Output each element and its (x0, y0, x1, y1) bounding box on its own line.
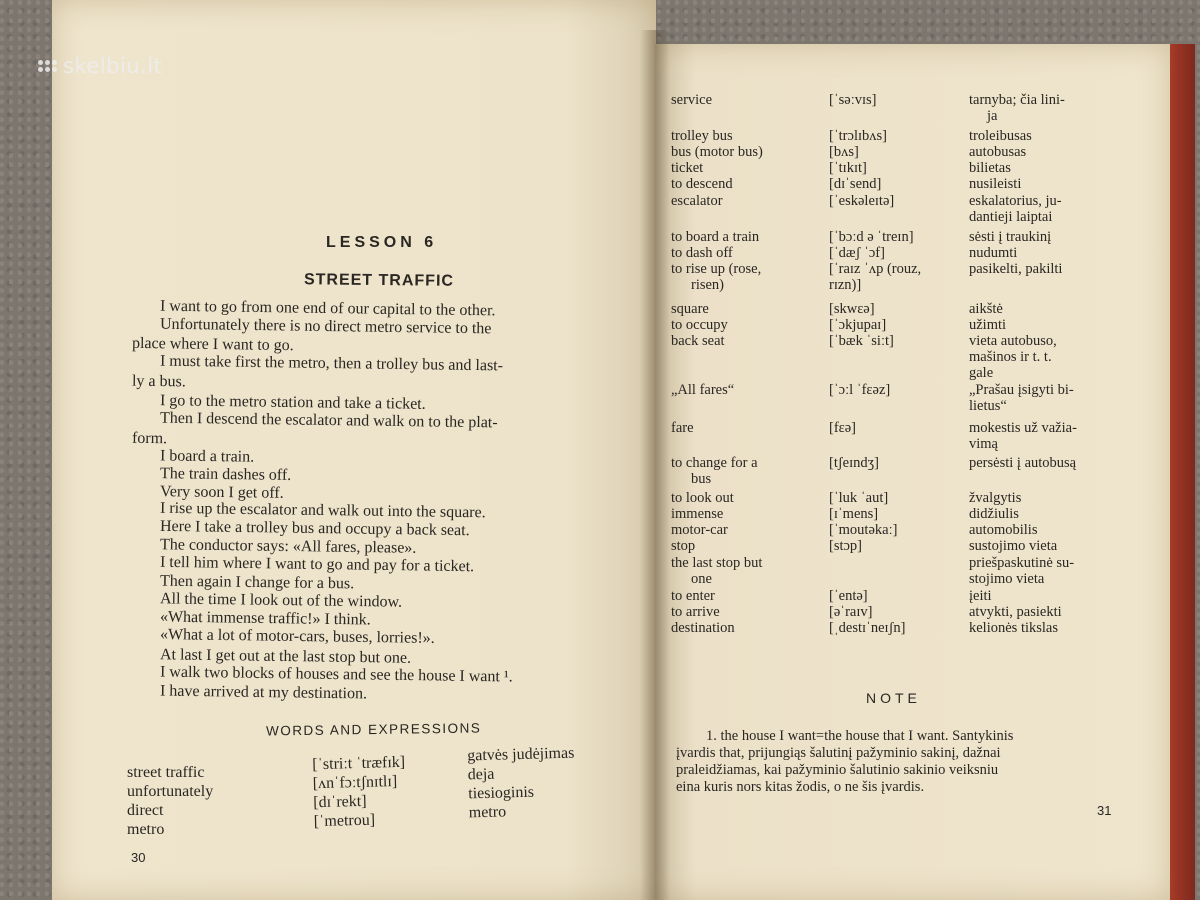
lesson-line: All the time I look out of the window. (159, 590, 403, 611)
vocab-ipa (829, 128, 887, 144)
word-lt: tiesioginis (468, 783, 535, 803)
vocab-ipa (829, 455, 879, 471)
vocab-ipa-line: [ˈluk ˈaut] (829, 490, 889, 506)
vocab-lt-line: ja (987, 108, 998, 124)
vocab-ipa-line: [ˈraɪz ˈʌp (rouz, (829, 261, 922, 277)
vocab-lt (969, 333, 1057, 381)
vocab-ipa (829, 317, 886, 333)
vocab-en (671, 333, 725, 349)
vocab-ipa-line: [ˌdestɪˈneɪʃn] (829, 620, 906, 636)
vocab-en-line: the last stop but (671, 555, 763, 571)
watermark-text: skelbiu.lt (63, 54, 163, 78)
lesson-line: Unfortunately there is no direct metro service to the (159, 315, 492, 338)
lesson-line: Then again I change for a bus. (159, 572, 355, 593)
word-en: street traffic (127, 764, 205, 781)
word-en: unfortunately (127, 783, 214, 800)
vocab-lt (969, 92, 1065, 124)
vocab-ipa-line: [əˈraɪv] (829, 604, 873, 620)
vocab-lt-line: vimą (969, 436, 998, 452)
lesson-line: «What a lot of motor-cars, buses, lorries!». (159, 626, 435, 647)
vocab-ipa-line: [ɪˈmens] (829, 506, 879, 522)
vocab-en (671, 506, 723, 522)
vocab-en (671, 522, 728, 538)
lesson-line: I rise up the escalator and walk out into the square. (159, 499, 486, 522)
vocab-ipa-line: [stɔp] (829, 538, 863, 554)
vocab-lt (969, 160, 1011, 176)
word-en: metro (127, 821, 165, 838)
vocab-ipa-line: [bʌs] (829, 144, 859, 160)
vocab-en (671, 176, 733, 192)
vocab-ipa (829, 193, 894, 209)
lesson-line: The conductor says: «All fares, please». (159, 536, 417, 557)
vocab-lt-line: atvykti, pasiekti (969, 604, 1062, 620)
vocab-en-line: to board a train (671, 229, 760, 245)
vocab-en-line: to look out (671, 490, 734, 506)
vocab-lt (969, 588, 992, 604)
vocab-en-line: back seat (671, 333, 725, 349)
vocab-en-line: bus (motor bus) (671, 144, 763, 160)
vocab-lt-line: troleibusas (969, 128, 1032, 144)
vocab-lt (969, 176, 1021, 192)
vocab-ipa (829, 160, 867, 176)
vocab-ipa-line: [dɪˈsend] (829, 176, 882, 192)
vocab-ipa-line: [ˈsəːvɪs] (829, 92, 877, 108)
vocab-ipa (829, 245, 885, 261)
vocab-en (671, 128, 733, 144)
vocab-lt-line: autobusas (969, 144, 1027, 160)
vocab-ipa (829, 333, 894, 349)
vocab-ipa-line: [ˈɔːl ˈfɛəz] (829, 382, 891, 398)
note-text (676, 728, 1116, 796)
vocab-lt (969, 538, 1057, 554)
word-ipa: [dɪˈrekt] (313, 792, 367, 812)
lesson-line: Then I descend the escalator and walk on to the plat- (159, 409, 498, 432)
word-ipa: [ʌnˈfɔːtʃnɪtlɪ] (312, 773, 398, 793)
page-number-right: 31 (1097, 803, 1112, 818)
vocab-ipa-line: [ˈbæk ˈsiːt] (829, 333, 894, 349)
lesson-line: I have arrived at my destination. (159, 682, 368, 703)
lesson-line: I walk two blocks of houses and see the house I want ¹. (159, 663, 513, 686)
vocab-en (671, 490, 734, 506)
vocab-ipa (829, 620, 906, 636)
word-lt: deja (467, 765, 495, 784)
vocab-ipa-line: [ˈdæʃ ˈɔf] (829, 245, 885, 261)
vocab-ipa-line: [ˈɔkjupaɪ] (829, 317, 887, 333)
vocab-ipa-line: rɪzn)] (829, 277, 862, 293)
vocab-en (671, 455, 758, 487)
vocab-lt-line: kelionės tikslas (969, 620, 1059, 636)
lesson-subtitle: STREET TRAFFIC (303, 271, 455, 290)
vocab-lt (969, 317, 1006, 333)
vocab-en-line: motor-car (671, 522, 728, 538)
vocab-ipa-line: [fɛə] (829, 420, 857, 436)
lesson-line: At last I get out at the last stop but one. (159, 646, 412, 667)
vocab-en-line: destination (671, 620, 735, 636)
vocab-lt-line: persėsti į autobusą (969, 455, 1077, 471)
vocab-ipa (829, 588, 868, 604)
vocab-lt-line: lietus“ (969, 398, 1007, 414)
vocab-lt-line: įeiti (969, 588, 992, 604)
vocab-en (671, 620, 735, 636)
vocab-lt-line: tarnyba; čia lini- (969, 92, 1065, 108)
vocab-en (671, 160, 703, 176)
page-number-left: 30 (131, 850, 146, 865)
note-line: eina kuris nors kitas žodis, o ne šis įvardis. (676, 779, 925, 795)
vocab-lt-line: aikštė (969, 301, 1003, 317)
vocab-en (671, 604, 720, 620)
vocab-lt (969, 193, 1062, 225)
vocab-ipa (829, 420, 856, 436)
vocab-lt (969, 301, 1003, 317)
vocab-lt (969, 229, 1051, 245)
vocab-lt-line: nusileisti (969, 176, 1022, 192)
vocab-en-line: stop (671, 538, 696, 554)
vocab-en-line: ticket (671, 160, 704, 176)
vocab-lt (969, 620, 1058, 636)
vocab-en (671, 245, 733, 261)
vocab-lt (969, 604, 1062, 620)
watermark-logo-icon (38, 60, 57, 72)
vocabulary-table (671, 0, 1151, 660)
vocab-lt-line: automobilis (969, 522, 1038, 538)
words-english-column (127, 763, 213, 839)
lesson-line: Here I take a trolley bus and occupy a back seat. (159, 517, 470, 540)
vocab-ipa (829, 490, 888, 506)
vocab-lt-line: nudumti (969, 245, 1018, 261)
vocab-en-line: to dash off (671, 245, 733, 261)
vocab-ipa (829, 604, 872, 620)
vocab-lt-line: didžiulis (969, 506, 1019, 522)
vocab-lt (969, 455, 1076, 471)
vocab-lt-line: sustojimo vieta (969, 538, 1058, 554)
vocab-lt-line: mašinos ir t. t. (969, 349, 1052, 365)
vocab-lt (969, 490, 1021, 506)
note-line: 1. the house I want=the house that I want. Santykinis (706, 728, 1014, 744)
vocab-ipa (829, 261, 921, 293)
word-ipa: [ˈstriːt ˈtræfɪk] (312, 753, 406, 774)
vocab-ipa (829, 382, 890, 398)
words-expressions-title: WORDS AND EXPRESSIONS (265, 720, 482, 739)
note-title: NOTE (866, 690, 921, 706)
words-lithuanian-column (467, 744, 576, 823)
vocab-lt-line: mokestis už važia- (969, 420, 1077, 436)
vocab-en-line: to occupy (671, 317, 728, 333)
vocab-ipa (829, 506, 878, 522)
vocab-ipa (829, 176, 881, 192)
vocab-lt (969, 555, 1074, 587)
vocab-ipa (829, 522, 897, 538)
lesson-line: I board a train. (159, 447, 255, 466)
vocab-lt-line: bilietas (969, 160, 1011, 176)
lesson-line: I tell him where I want to go and pay for a ticket. (159, 553, 475, 576)
vocab-ipa (829, 301, 875, 317)
lesson-line: place where I want to go. (131, 334, 294, 355)
vocab-en-line: to descend (671, 176, 733, 192)
vocab-lt (969, 128, 1032, 144)
vocab-en (671, 588, 715, 604)
word-ipa: [ˈmetrou] (313, 811, 376, 831)
lesson-line: The train dashes off. (159, 465, 292, 484)
vocab-en (671, 193, 723, 209)
vocab-en-line: to arrive (671, 604, 720, 620)
vocab-en-line: service (671, 92, 713, 108)
words-ipa-column (312, 753, 407, 831)
vocab-en-line: square (671, 301, 709, 317)
vocab-en-line: fare (671, 420, 694, 436)
vocab-lt-line: „Prašau įsigyti bi- (969, 382, 1074, 398)
book-gutter (640, 30, 670, 900)
vocab-lt-line: gale (969, 365, 994, 381)
vocab-en-line: bus (691, 471, 712, 487)
vocab-lt (969, 420, 1077, 452)
lesson-line: form. (131, 429, 168, 448)
vocab-lt (969, 522, 1037, 538)
lesson-line: «What immense traffic!» I think. (159, 608, 371, 629)
word-lt: gatvės judėjimas (467, 744, 575, 765)
vocab-en (671, 229, 759, 245)
vocab-lt-line: sėsti į traukinį (969, 229, 1052, 245)
vocab-lt-line: dantieji laiptai (969, 209, 1053, 225)
vocab-en-line: „All fares“ (671, 382, 735, 398)
vocab-ipa (829, 538, 862, 554)
vocab-lt (969, 382, 1074, 414)
vocab-ipa-line: [ˈentə] (829, 588, 868, 604)
vocab-en-line: to rise up (rose, (671, 261, 762, 277)
note-line: įvardis that, prijungiąs šalutinį pažyminio sakinį, dažnai (676, 745, 1001, 761)
vocab-lt-line: žvalgytis (969, 490, 1022, 506)
vocab-lt (969, 506, 1019, 522)
vocab-ipa-line: [skwɛə] (829, 301, 875, 317)
vocab-lt-line: stojimo vieta (969, 571, 1045, 587)
vocab-lt-line: užimti (969, 317, 1007, 333)
vocab-en-line: escalator (671, 193, 723, 209)
vocab-en (671, 317, 728, 333)
vocab-en-line: risen) (691, 277, 725, 293)
vocab-lt (969, 245, 1017, 261)
vocab-en (671, 144, 763, 160)
vocab-lt (969, 144, 1026, 160)
vocab-en-line: one (691, 571, 712, 587)
lesson-line: ly a bus. (131, 372, 186, 391)
vocab-en (671, 261, 761, 293)
vocab-ipa (829, 229, 914, 245)
note-line: praleidžiamas, kai pažyminio šalutinio sakinio veiksniu (676, 762, 999, 778)
lesson-line: Very soon I get off. (159, 483, 284, 502)
vocab-en-line: immense (671, 506, 724, 522)
vocab-ipa-line: [ˈbɔːd ə ˈtreɪn] (829, 229, 914, 245)
word-en: direct (127, 802, 164, 819)
watermark (38, 54, 162, 78)
lesson-line: I go to the metro station and take a ticket. (159, 392, 426, 413)
vocab-en (671, 301, 709, 317)
vocab-en-line: to change for a (671, 455, 758, 471)
vocab-ipa-line: [ˈtrɔlɪbʌs] (829, 128, 887, 144)
vocab-ipa (829, 92, 877, 108)
vocab-en-line: to enter (671, 588, 715, 604)
lesson-title: LESSON 6 (326, 234, 438, 251)
vocab-en (671, 382, 734, 398)
vocab-en (671, 538, 695, 554)
lesson-line: I want to go from one end of our capital to the other. (159, 297, 496, 320)
vocab-ipa-line: [ˈtɪkɪt] (829, 160, 867, 176)
vocab-ipa-line: [ˈmoutəkaː] (829, 522, 898, 538)
vocab-ipa-line: [tʃeɪndʒ] (829, 455, 879, 471)
vocab-en (671, 92, 712, 108)
vocab-en (671, 555, 762, 587)
vocab-lt-line: pasikelti, pakilti (969, 261, 1063, 277)
vocab-lt-line: vieta autobuso, (969, 333, 1057, 349)
vocab-lt-line: eskalatorius, ju- (969, 193, 1062, 209)
vocab-en (671, 420, 694, 436)
vocab-ipa-line: [ˈeskəleɪtə] (829, 193, 895, 209)
word-lt: metro (468, 803, 507, 822)
vocab-lt (969, 261, 1062, 277)
vocab-en-line: trolley bus (671, 128, 733, 144)
lesson-line: I must take first the metro, then a trolley bus and last- (159, 352, 504, 375)
vocab-ipa (829, 144, 859, 160)
vocab-lt-line: priešpaskutinė su- (969, 555, 1075, 571)
